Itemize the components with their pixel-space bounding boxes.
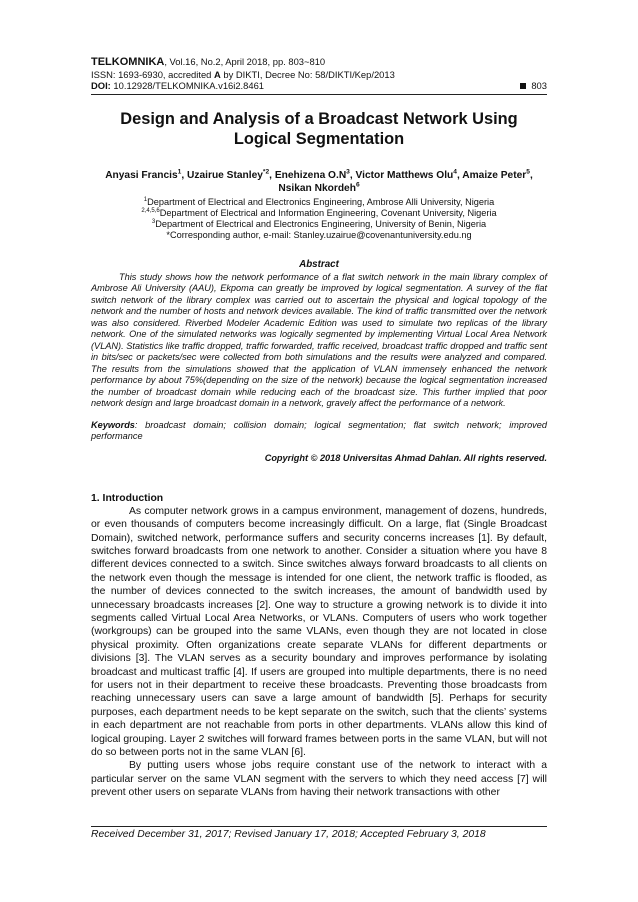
affiliation-line — [91, 197, 547, 208]
issn-line: ISSN: 1693-6930, accredited — [91, 68, 212, 80]
doi-link[interactable]: 10.12928/TELKOMNIKA.v16i2.8461 — [113, 80, 265, 91]
author-affiliation-mark: *2 — [262, 168, 270, 176]
author-name: Anyasi Francis — [105, 169, 178, 181]
author-name: Enehizena O.N — [274, 169, 347, 181]
section-heading: 1. Introduction — [91, 492, 164, 504]
abstract-body: This study shows how the network performance of a flat switch network in the main library complex of Ambrose Ali University (AAU), Ekpoma can greatly be improved by logical segmentation. A survey of the flat switch network of the library complex was carried out to ascertain the physical and logical topology of the network and the number of hosts and network devices available. The kind of traffic transmitted over the network was also considered. Riverbed Modeler Academic Edition was used to simulate two replicas of the library network. One of the simulated networks was logically segmented by implementing Virtual Local Area Network (VLAN). Statistics like traffic dropped, traffic forwarded, traffic received, broadcast traffic dropped and traffic sent in bits/sec or packets/sec were collected from both simulations and the results were analyzed and compared. The results from the simulations showed that the application of VLAN immensely enhanced the network performance by about 75%(depending on the size of the network) because the logical segmentation increased the number of broadcast domain while reducing each of the broadcast size. This further implied that poor network design and large broadcast domain in a network, gravely affect the performance of a network. — [91, 271, 547, 409]
square-bullet-icon — [520, 83, 526, 89]
affiliation-line — [91, 230, 547, 241]
header-rule — [91, 94, 547, 95]
accreditation-grade: A — [214, 68, 221, 80]
author-affiliation-mark: 4 — [453, 168, 457, 176]
author-affiliation-mark: 3 — [346, 168, 350, 176]
keywords-text: : broadcast domain; collision domain; logical segmentation; flat switch network; improved performance — [91, 419, 547, 442]
affiliation-mark: 2,4,5,6 — [141, 207, 160, 214]
doi-label: DOI: — [91, 80, 111, 91]
affiliation-text: Department of Electrical and Information Engineering, Covenant University, Nigeria — [159, 207, 497, 218]
author-name: Amaize Peter — [462, 169, 527, 181]
affiliation-text: Department of Electrical and Electronics Engineering, Ambrose Alli University, Nigeria — [147, 196, 495, 207]
keywords-label: Keywords — [91, 419, 135, 430]
author-affiliation-mark: 1 — [177, 168, 182, 176]
affiliation-mark: 3 — [151, 219, 156, 226]
paper-title: Design and Analysis of a Broadcast Network Using Logical Segmentation — [120, 109, 518, 148]
keywords — [91, 420, 547, 443]
body-paragraph: As computer network grows in a campus environment, management of dozens, hundreds, or even thousands of computers become increasingly difficult. On a large, flat (Single Broadcast Domain), switched network, performance suffers and security concerns increases [1]. By default, switches forward broadcasts from one network to another. Consider a situation where you have 8 different devices connected to a switch. Since switches always forward broadcasts to all clients on the network even though the message is intended for one client, the network traffic is flooded, as the number of devices connected to the switch increases, the amount of bandwidth used by unnecessary broadcasts increases [2]. One way to structure a growing network is to divide it into segments called Virtual Local Area Networks, or VLANs. Computers of users who work together (workgroups) can be grouped into the same VLANs, even though they are not located in close physical proximity. Often organizations create separate VLANs for different departments or divisions [3]. The VLAN serves as a security boundary and improves performance by isolating broadcast and multicast traffic [4]. If users are grouped into multiple departments, there is no need for users not in their department to receive these broadcasts. Preventing those broadcasts from reaching unnecessary users can save a large amount of bandwidth [5]. Perhaps for security purposes, each department needs to be kept separate on the switch, such that the clients’ systems in each department are not reachable from ports in other departments. VLANs allow this kind of logical grouping. Layer 2 switches will forward frames between ports in the same VLAN, but will not do so between ports not in the same VLAN [6]. — [91, 505, 547, 758]
affiliation-line — [91, 208, 547, 219]
copyright-notice: Copyright © 2018 Universitas Ahmad Dahlan. All rights reserved. — [264, 452, 547, 463]
affiliation-mark: 1 — [143, 196, 148, 203]
affiliation-list — [91, 197, 547, 242]
affiliation-text: Department of Electrical and Electronics Engineering, University of Benin, Nigeria — [155, 219, 487, 230]
decree-text: by DIKTI, Decree No: 58/DIKTI/Kep/2013 — [223, 68, 395, 80]
author-name: Nsikan Nkordeh — [278, 183, 356, 194]
author-affiliation-mark: 5 — [526, 168, 530, 176]
received-dates: Received December 31, 2017; Revised January 17, 2018; Accepted February 3, 2018 — [91, 829, 486, 840]
footer-rule — [91, 826, 547, 827]
author-affiliation-mark: 6 — [355, 181, 360, 189]
journal-header — [91, 56, 547, 95]
volume-info: , Vol.16, No.2, April 2018, pp. 803~810 — [164, 56, 326, 67]
author-name: Victor Matthews Olu — [355, 169, 454, 181]
body-paragraph: By putting users whose jobs require constant use of the network to interact with a particular server on the same VLAN segment with the servers to which they need access [7] will prevent other users on separate VLANs from having their network transactions with other — [91, 760, 547, 799]
page-number: 803 — [531, 80, 547, 91]
author-name: Uzairue Stanley — [187, 169, 263, 181]
journal-name: TELKOMNIKA — [91, 56, 165, 68]
paper-page — [91, 56, 547, 800]
page-footer — [91, 826, 547, 840]
author-list: Anyasi Francis$^1$, Uzairue Stanley$^{*2}$, Enehizena $O.N^3$, Victor Matthews Olu$^4$, Amaize Peter$^5$, Nsikan Nkordeh$^6$ — [105, 168, 533, 194]
abstract-heading: Abstract — [299, 258, 339, 270]
affiliation-line — [91, 219, 547, 230]
affiliation-text: *Corresponding author, e-mail: Stanley.uzairue@covenantuniversity.edu.ng — [166, 230, 472, 241]
